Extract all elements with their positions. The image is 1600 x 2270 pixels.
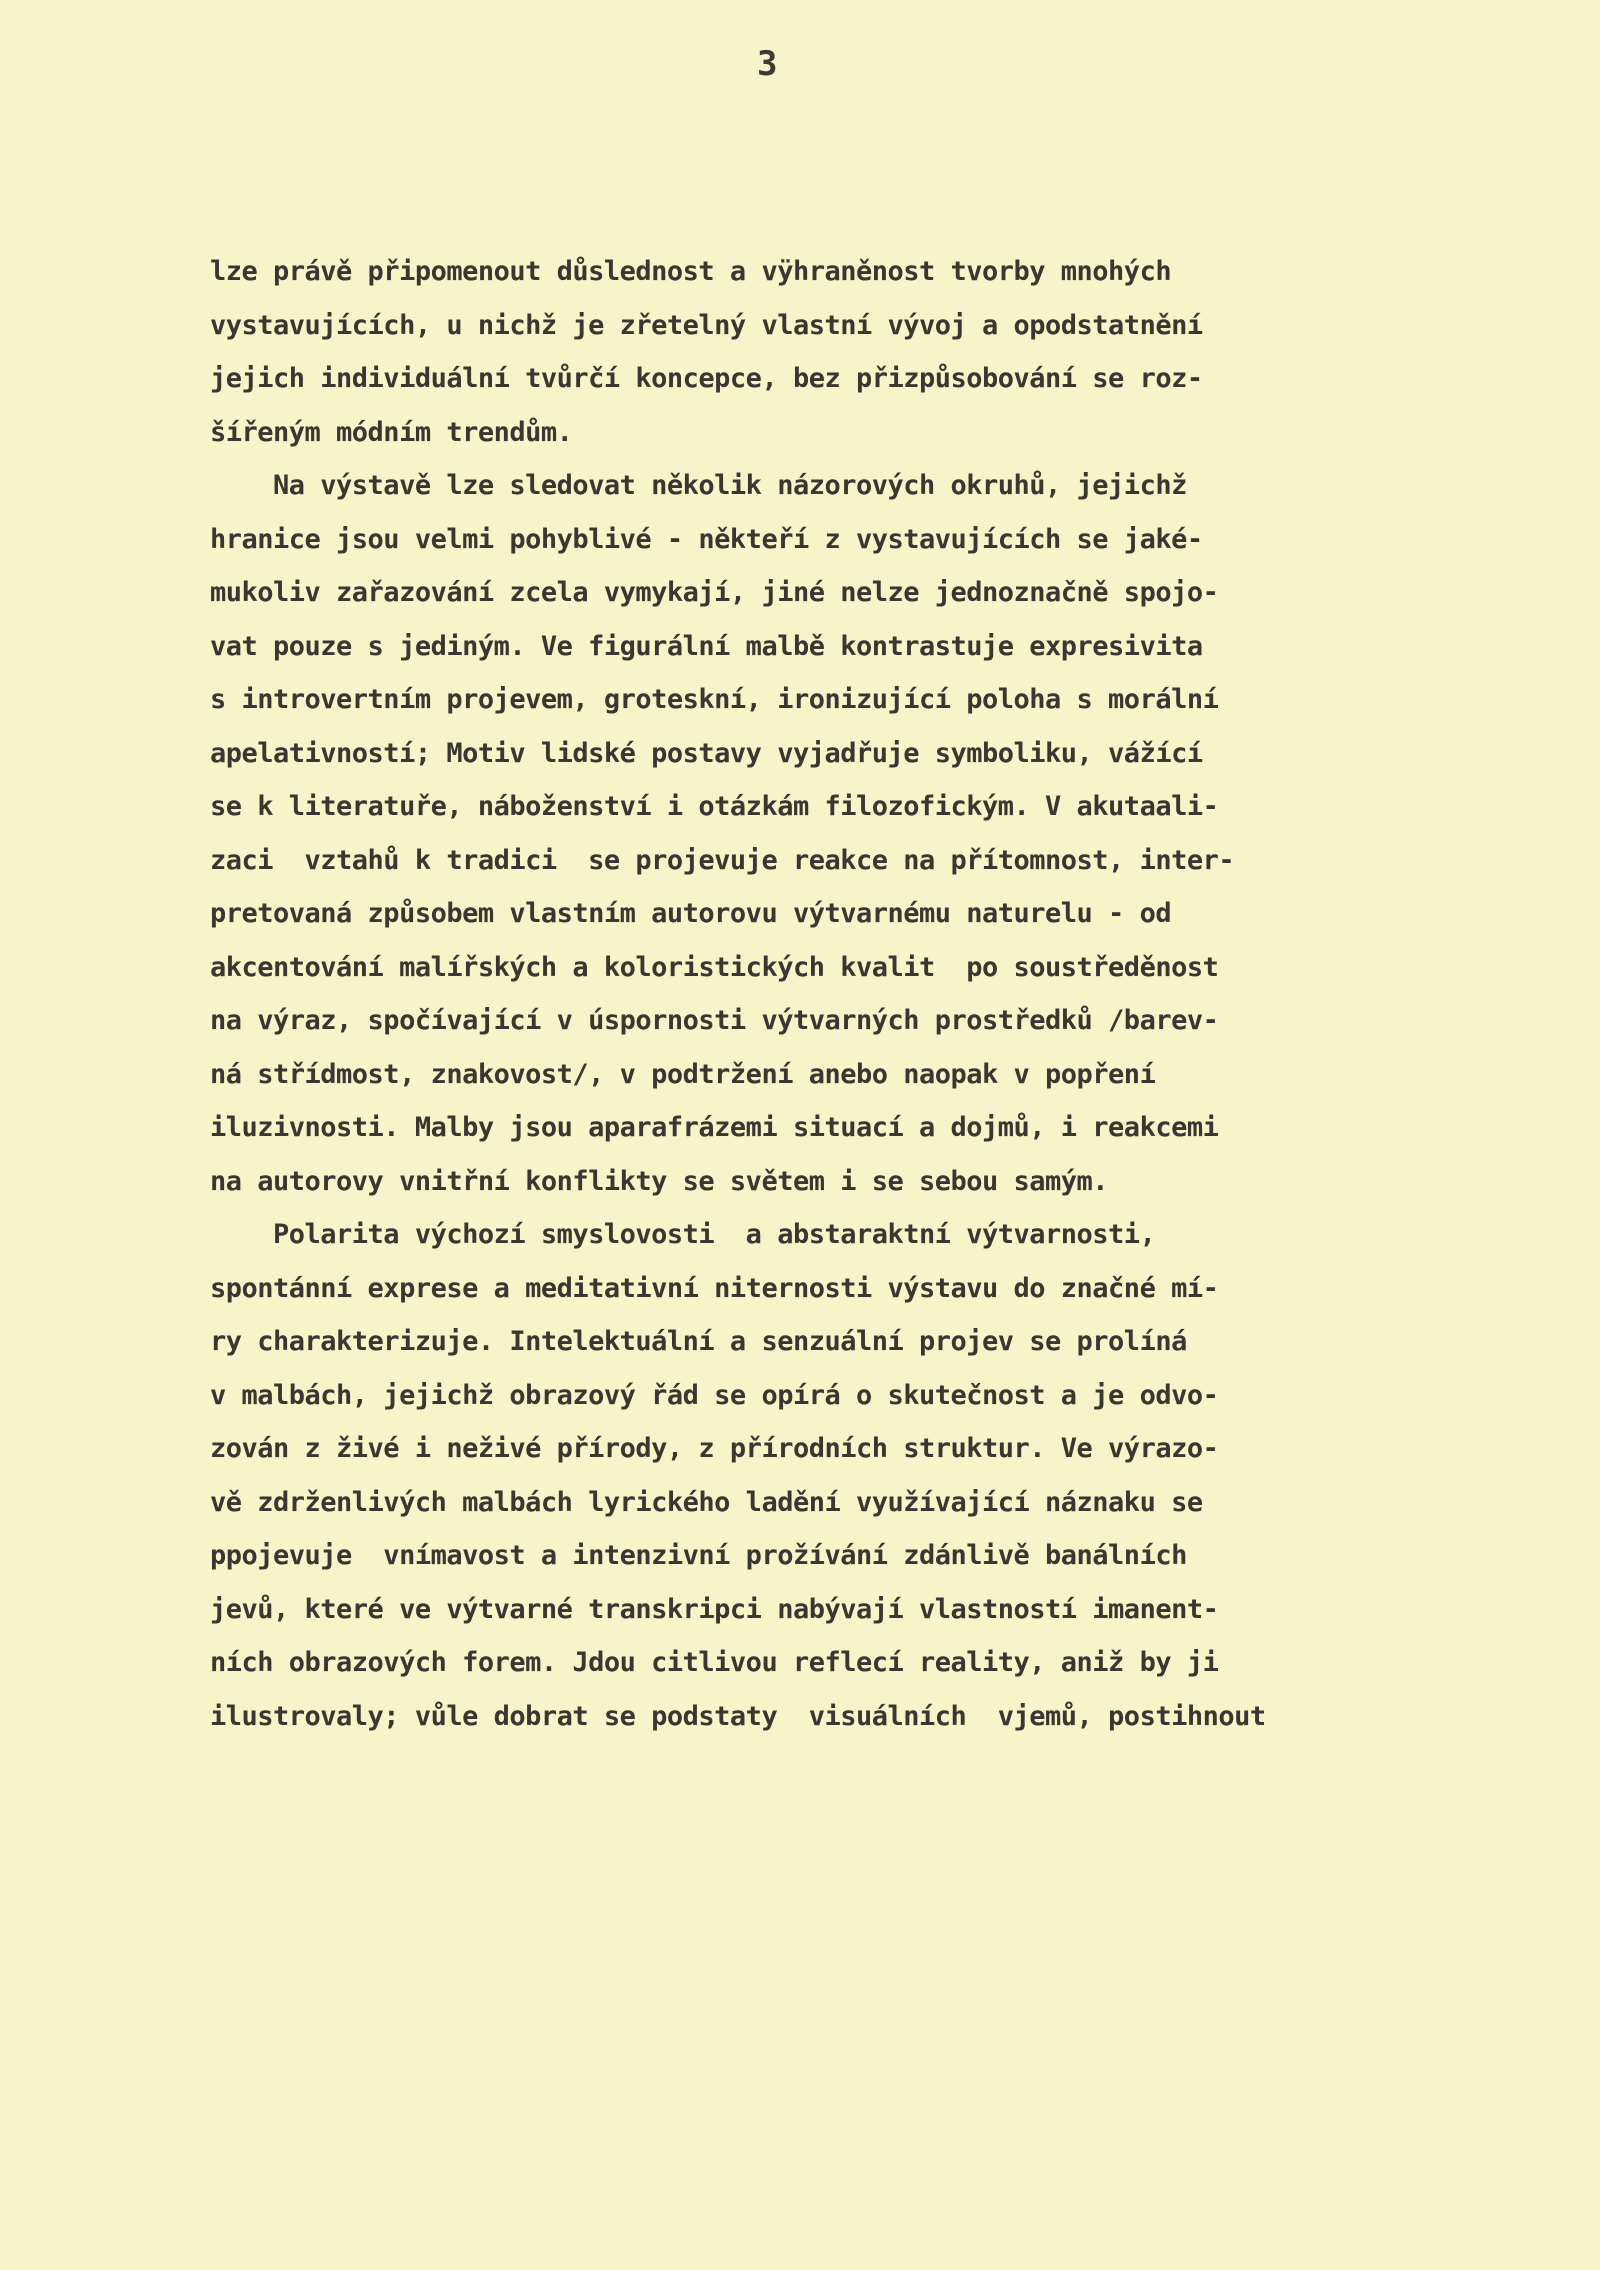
text-line: se k literatuře, náboženství i otázkám filozofickým. V akutaali-	[210, 791, 1219, 822]
text-line: ppojevuje vnímavost a intenzivní prožívání zdánlivě banálních	[210, 1540, 1187, 1571]
text-line: na výraz, spočívající v úspornosti výtvarných prostředků /barev-	[210, 1005, 1219, 1036]
text-line: ních obrazových forem. Jdou citlivou reflecí reality, aniž by ji	[210, 1647, 1219, 1678]
text-line: zován z živé i neživé přírody, z přírodních struktur. Ve výrazo-	[210, 1433, 1219, 1464]
page-number: 3	[757, 44, 778, 84]
text-line: jevů, které ve výtvarné transkripci nabývají vlastností imanent-	[210, 1593, 1219, 1625]
text-line: Na výstavě lze sledovat několik názorových okruhů, jejichž	[210, 470, 1187, 501]
text-line: v malbách, jejichž obrazový řád se opírá o skutečnost a je odvo-	[210, 1379, 1219, 1411]
text-line: jejich individuální tvůrčí koncepce, bez přizpůsobování se roz-	[210, 363, 1203, 394]
text-line: vat pouze s jediným. Ve figurální malbě kontrastuje expresivita	[210, 630, 1203, 662]
text-line: spontánní exprese a meditativní niternosti výstavu do značné mí-	[210, 1272, 1219, 1304]
text-line: mukoliv zařazování zcela vymykají, jiné nelze jednoznačně spojo-	[210, 577, 1219, 608]
text-line: pretovaná způsobem vlastním autorovu výtvarnému naturelu - od	[210, 898, 1172, 929]
text-line: iluzivnosti. Malby jsou aparafrázemi situací a dojmů, i reakcemi	[210, 1112, 1219, 1143]
text-line: ilustrovaly; vůle dobrat se podstaty visuálních vjemů, postihnout	[210, 1700, 1266, 1732]
text-line: apelativností; Motiv lidské postavy vyjadřuje symboliku, vážící	[210, 737, 1203, 769]
text-line: na autorovy vnitřní konflikty se světem i se sebou samým.	[210, 1165, 1109, 1197]
text-line: vystavujících, u nichž je zřetelný vlastní vývoj a opodstatnění	[210, 309, 1203, 341]
text-line: ná střídmost, znakovost/, v podtržení anebo naopak v popření	[210, 1058, 1156, 1090]
body-text	[210, 245, 1560, 1743]
text-line: akcentování malířských a koloristických kvalit po soustředěnost	[210, 951, 1219, 983]
text-line: lze právě připomenout důslednost a vÿhraněnost tvorby mnohých	[210, 256, 1172, 287]
text-line: s introvertním projevem, groteskní, ironizující poloha s morální	[210, 684, 1219, 715]
text-line: ry charakterizuje. Intelektuální a senzuální projev se prolíná	[210, 1326, 1187, 1357]
text-line: zaci vztahů k tradici se projevuje reakce na přítomnost, inter-	[210, 844, 1235, 876]
text-line: Polarita výchozí smyslovosti a abstaraktní výtvarnosti,	[210, 1219, 1156, 1250]
text-line: hranice jsou velmi pohyblivé - někteří z vystavujících se jaké-	[210, 523, 1203, 555]
text-line: šířeným módním trendům.	[210, 416, 573, 448]
text-line: vě zdrženlivých malbách lyrického ladění využívající náznaku se	[210, 1486, 1203, 1518]
